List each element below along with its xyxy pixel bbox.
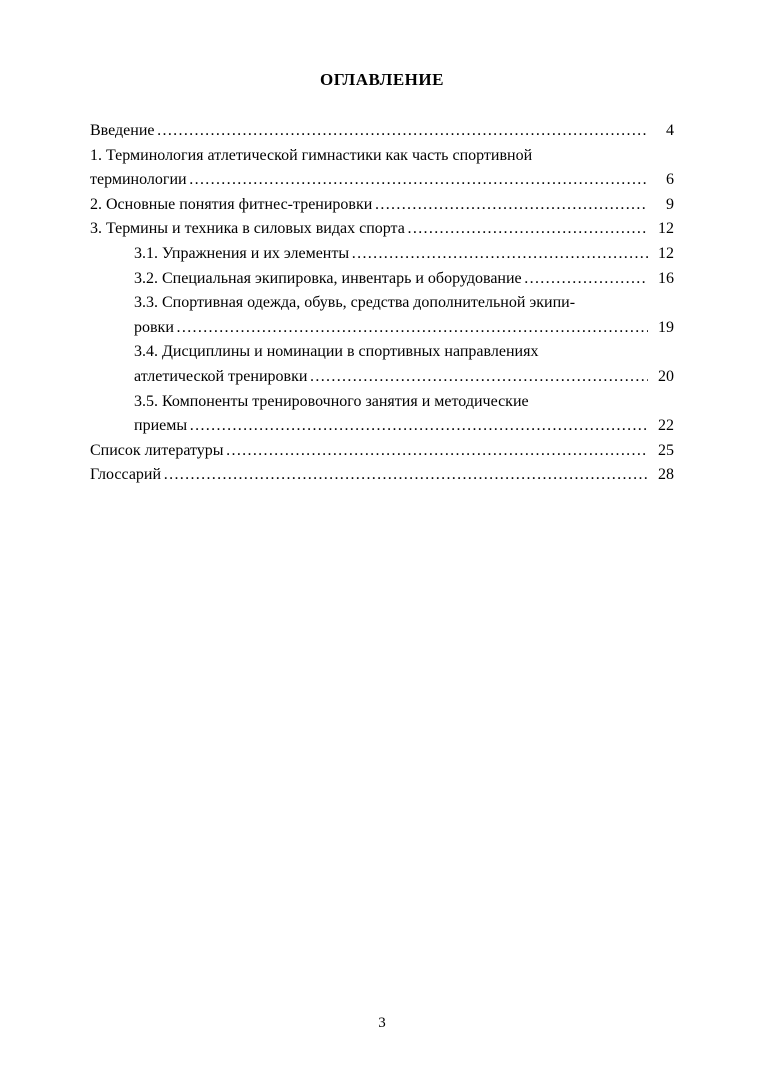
toc-entry-label: терминологии bbox=[90, 171, 187, 189]
dot-leader bbox=[189, 414, 648, 439]
toc-entry-label: 3.2. Специальная экипировка, инвентарь и оборудование bbox=[134, 269, 522, 287]
table-of-contents bbox=[90, 119, 674, 488]
toc-entry-glossary[interactable] bbox=[90, 463, 674, 488]
toc-entry-s3-2[interactable] bbox=[90, 267, 674, 292]
toc-entry-s3-4[interactable] bbox=[90, 365, 674, 390]
toc-entry-page: 19 bbox=[658, 318, 674, 336]
toc-entry-s3-5[interactable] bbox=[90, 414, 674, 439]
toc-entry-ch2[interactable] bbox=[90, 193, 674, 218]
toc-entry-page: 12 bbox=[658, 220, 674, 238]
toc-entry-label: Глоссарий bbox=[90, 466, 162, 484]
toc-entry-s3-3[interactable] bbox=[90, 316, 674, 341]
dot-leader bbox=[157, 119, 649, 144]
dot-leader bbox=[351, 242, 648, 267]
toc-entry-ch1-first-line: 1. Терминология атлетической гимнастики как часть спортивной bbox=[90, 146, 533, 164]
toc-entry-page: 25 bbox=[658, 441, 674, 459]
toc-entry-page: 22 bbox=[658, 417, 674, 435]
toc-entry-label: атлетической тренировки bbox=[134, 367, 308, 385]
dot-leader bbox=[309, 365, 648, 390]
toc-entry-label: 3.1. Упражнения и их элементы bbox=[134, 244, 350, 262]
toc-entry-label: ровки bbox=[134, 318, 174, 336]
toc-entry-ch3[interactable] bbox=[90, 217, 674, 242]
toc-entry-page: 6 bbox=[666, 171, 674, 189]
toc-entry-page: 20 bbox=[658, 367, 674, 385]
toc-entry-label: 2. Основные понятия фитнес-тренировки bbox=[90, 195, 373, 213]
dot-leader bbox=[407, 217, 648, 242]
toc-entry-page: 16 bbox=[658, 269, 674, 287]
dot-leader bbox=[163, 463, 648, 488]
toc-entry-label: Список литературы bbox=[90, 441, 224, 459]
toc-entry-page: 4 bbox=[666, 122, 674, 139]
toc-entry-ch1[interactable] bbox=[90, 168, 674, 193]
toc-entry-label: 3. Термины и техника в силовых видах спорта bbox=[90, 220, 405, 238]
toc-entry-s3-3-first-line: 3.3. Спортивная одежда, обувь, средства дополнительной экипи- bbox=[134, 294, 576, 312]
dot-leader bbox=[176, 316, 648, 341]
dot-leader bbox=[524, 267, 648, 292]
toc-entry-page: 28 bbox=[658, 466, 674, 484]
toc-entry-page: 9 bbox=[666, 195, 674, 213]
toc-entry-intro[interactable] bbox=[90, 119, 674, 144]
toc-entry-label: приемы bbox=[134, 417, 188, 435]
toc-entry-references[interactable] bbox=[90, 439, 674, 464]
toc-entry-s3-1[interactable] bbox=[90, 242, 674, 267]
page-title: ОГЛАВЛЕНИЕ bbox=[320, 70, 444, 89]
toc-entry-s3-5-first-line: 3.5. Компоненты тренировочного занятия и методические bbox=[134, 392, 529, 410]
dot-leader bbox=[374, 193, 648, 218]
dot-leader bbox=[189, 168, 648, 193]
dot-leader bbox=[226, 439, 648, 464]
toc-entry-s3-4-first-line: 3.4. Дисциплины и номинации в спортивных направлениях bbox=[134, 343, 539, 361]
toc-entry-page: 12 bbox=[658, 244, 674, 262]
toc-entry-label: Введение bbox=[90, 122, 155, 139]
page-number: 3 bbox=[378, 1015, 386, 1031]
